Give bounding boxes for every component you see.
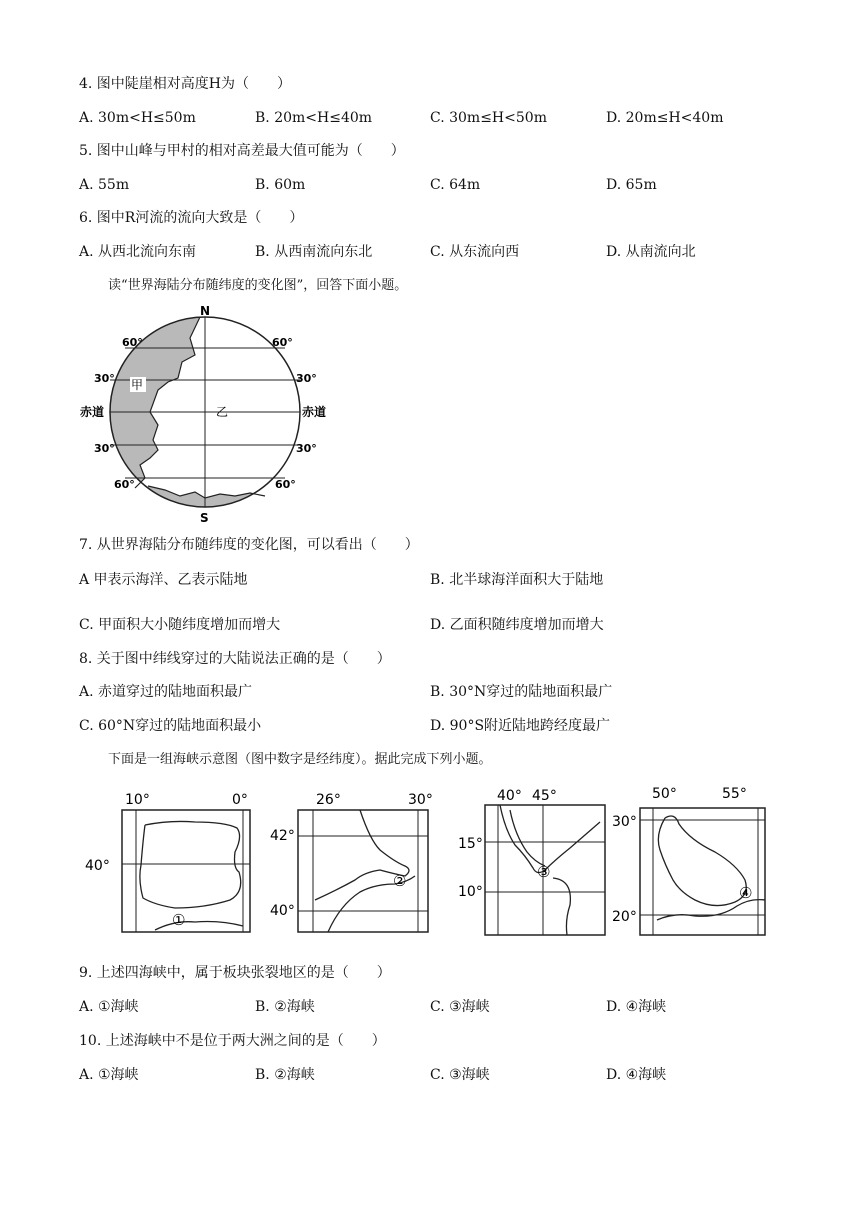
label-north: N (200, 304, 211, 318)
label-jia: 甲 (131, 378, 144, 392)
strait2-lat-top: 42° (270, 828, 295, 844)
globe-figure (70, 300, 340, 530)
strait-map-4 (612, 786, 765, 935)
strait4-lat-top: 30° (612, 814, 637, 830)
strait4-marker: ④ (739, 884, 753, 902)
question-8-stem: 8. 关于图中纬线穿过的大陆说法正确的是（ ） (79, 651, 391, 667)
q10-option-c[interactable]: C. ③海峡 (430, 1067, 490, 1083)
intro-globe: 读“世界海陆分布随纬度的变化图”，回答下面小题。 (108, 278, 408, 293)
label-30n-right: 30° (296, 372, 317, 385)
q10-option-d[interactable]: D. ④海峡 (606, 1067, 667, 1083)
q4-option-a[interactable]: A. 30m<H≤50m (79, 110, 196, 126)
question-10-stem: 10. 上述海峡中不是位于两大洲之间的是（ ） (79, 1033, 386, 1049)
q7-option-b[interactable]: B. 北半球海洋面积大于陆地 (430, 572, 604, 588)
label-60n-right: 60° (272, 336, 293, 349)
strait2-lon-right: 30° (408, 792, 433, 808)
q6-option-b[interactable]: B. 从西南流向东北 (255, 244, 373, 260)
straits-figure (75, 780, 785, 940)
q4-option-c[interactable]: C. 30m≤H<50m (430, 110, 547, 126)
strait3-marker: ③ (537, 863, 551, 881)
q10-option-b[interactable]: B. ②海峡 (255, 1067, 315, 1083)
q10-option-a[interactable]: A. ①海峡 (79, 1067, 139, 1083)
strait4-lon-right: 55° (722, 786, 747, 802)
label-60s-left: 60° (114, 478, 135, 491)
q8-option-b[interactable]: B. 30°N穿过的陆地面积最广 (430, 684, 613, 700)
q9-option-a[interactable]: A. ①海峡 (79, 999, 139, 1015)
strait4-lat-bottom: 20° (612, 909, 637, 925)
q6-option-a[interactable]: A. 从西北流向东南 (79, 244, 197, 260)
label-equator-right: 赤道 (302, 405, 327, 419)
q5-option-a[interactable]: A. 55m (79, 177, 130, 193)
strait3-lon-right: 45° (532, 788, 557, 804)
q6-option-d[interactable]: D. 从南流向北 (606, 244, 696, 260)
label-yi: 乙 (216, 405, 229, 419)
label-60n-left: 60° (122, 336, 143, 349)
strait-map-2 (270, 792, 433, 932)
q7-option-a[interactable]: A 甲表示海洋、乙表示陆地 (79, 572, 248, 588)
strait-map-1 (85, 792, 250, 932)
q7-option-c[interactable]: C. 甲面积大小随纬度增加而增大 (79, 617, 281, 633)
strait3-lon-left: 40° (497, 788, 522, 804)
question-6-stem: 6. 图中R河流的流向大致是（ ） (79, 210, 304, 226)
label-30n-left: 30° (94, 372, 115, 385)
strait1-lat: 40° (85, 858, 110, 874)
q9-option-c[interactable]: C. ③海峡 (430, 999, 490, 1015)
label-south: S (200, 511, 209, 525)
label-30s-left: 30° (94, 442, 115, 455)
strait3-lat-top: 15° (458, 836, 483, 852)
q5-option-d[interactable]: D. 65m (606, 177, 657, 193)
strait2-marker: ② (393, 872, 407, 890)
q4-option-b[interactable]: B. 20m<H≤40m (255, 110, 373, 126)
q9-option-d[interactable]: D. ④海峡 (606, 999, 667, 1015)
q6-option-c[interactable]: C. 从东流向西 (430, 244, 520, 260)
q8-option-d[interactable]: D. 90°S附近陆地跨经度最广 (430, 718, 611, 734)
question-4-stem: 4. 图中陡崖相对高度H为（ ） (79, 76, 292, 92)
q5-option-c[interactable]: C. 64m (430, 177, 481, 193)
label-equator-left: 赤道 (80, 405, 105, 419)
q4-option-d[interactable]: D. 20m≤H<40m (606, 110, 724, 126)
label-60s-right: 60° (275, 478, 296, 491)
q5-option-b[interactable]: B. 60m (255, 177, 306, 193)
strait4-lon-left: 50° (652, 786, 677, 802)
question-5-stem: 5. 图中山峰与甲村的相对高差最大值可能为（ ） (79, 143, 405, 159)
q8-option-a[interactable]: A. 赤道穿过的陆地面积最广 (79, 684, 253, 700)
strait1-marker: ① (172, 911, 186, 929)
question-7-stem: 7. 从世界海陆分布随纬度的变化图，可以看出（ ） (79, 537, 419, 553)
intro-straits: 下面是一组海峡示意图（图中数字是经纬度）。据此完成下列小题。 (108, 752, 492, 767)
q9-option-b[interactable]: B. ②海峡 (255, 999, 315, 1015)
q7-option-d[interactable]: D. 乙面积随纬度增加而增大 (430, 617, 604, 633)
strait1-lon-right: 0° (232, 792, 248, 808)
strait3-lat-bottom: 10° (458, 884, 483, 900)
strait1-lon-left: 10° (125, 792, 150, 808)
strait2-lon-left: 26° (316, 792, 341, 808)
label-30s-right: 30° (296, 442, 317, 455)
question-9-stem: 9. 上述四海峡中，属于板块张裂地区的是（ ） (79, 965, 391, 981)
strait-map-3 (458, 788, 605, 935)
strait2-lat-bottom: 40° (270, 903, 295, 919)
q8-option-c[interactable]: C. 60°N穿过的陆地面积最小 (79, 718, 262, 734)
